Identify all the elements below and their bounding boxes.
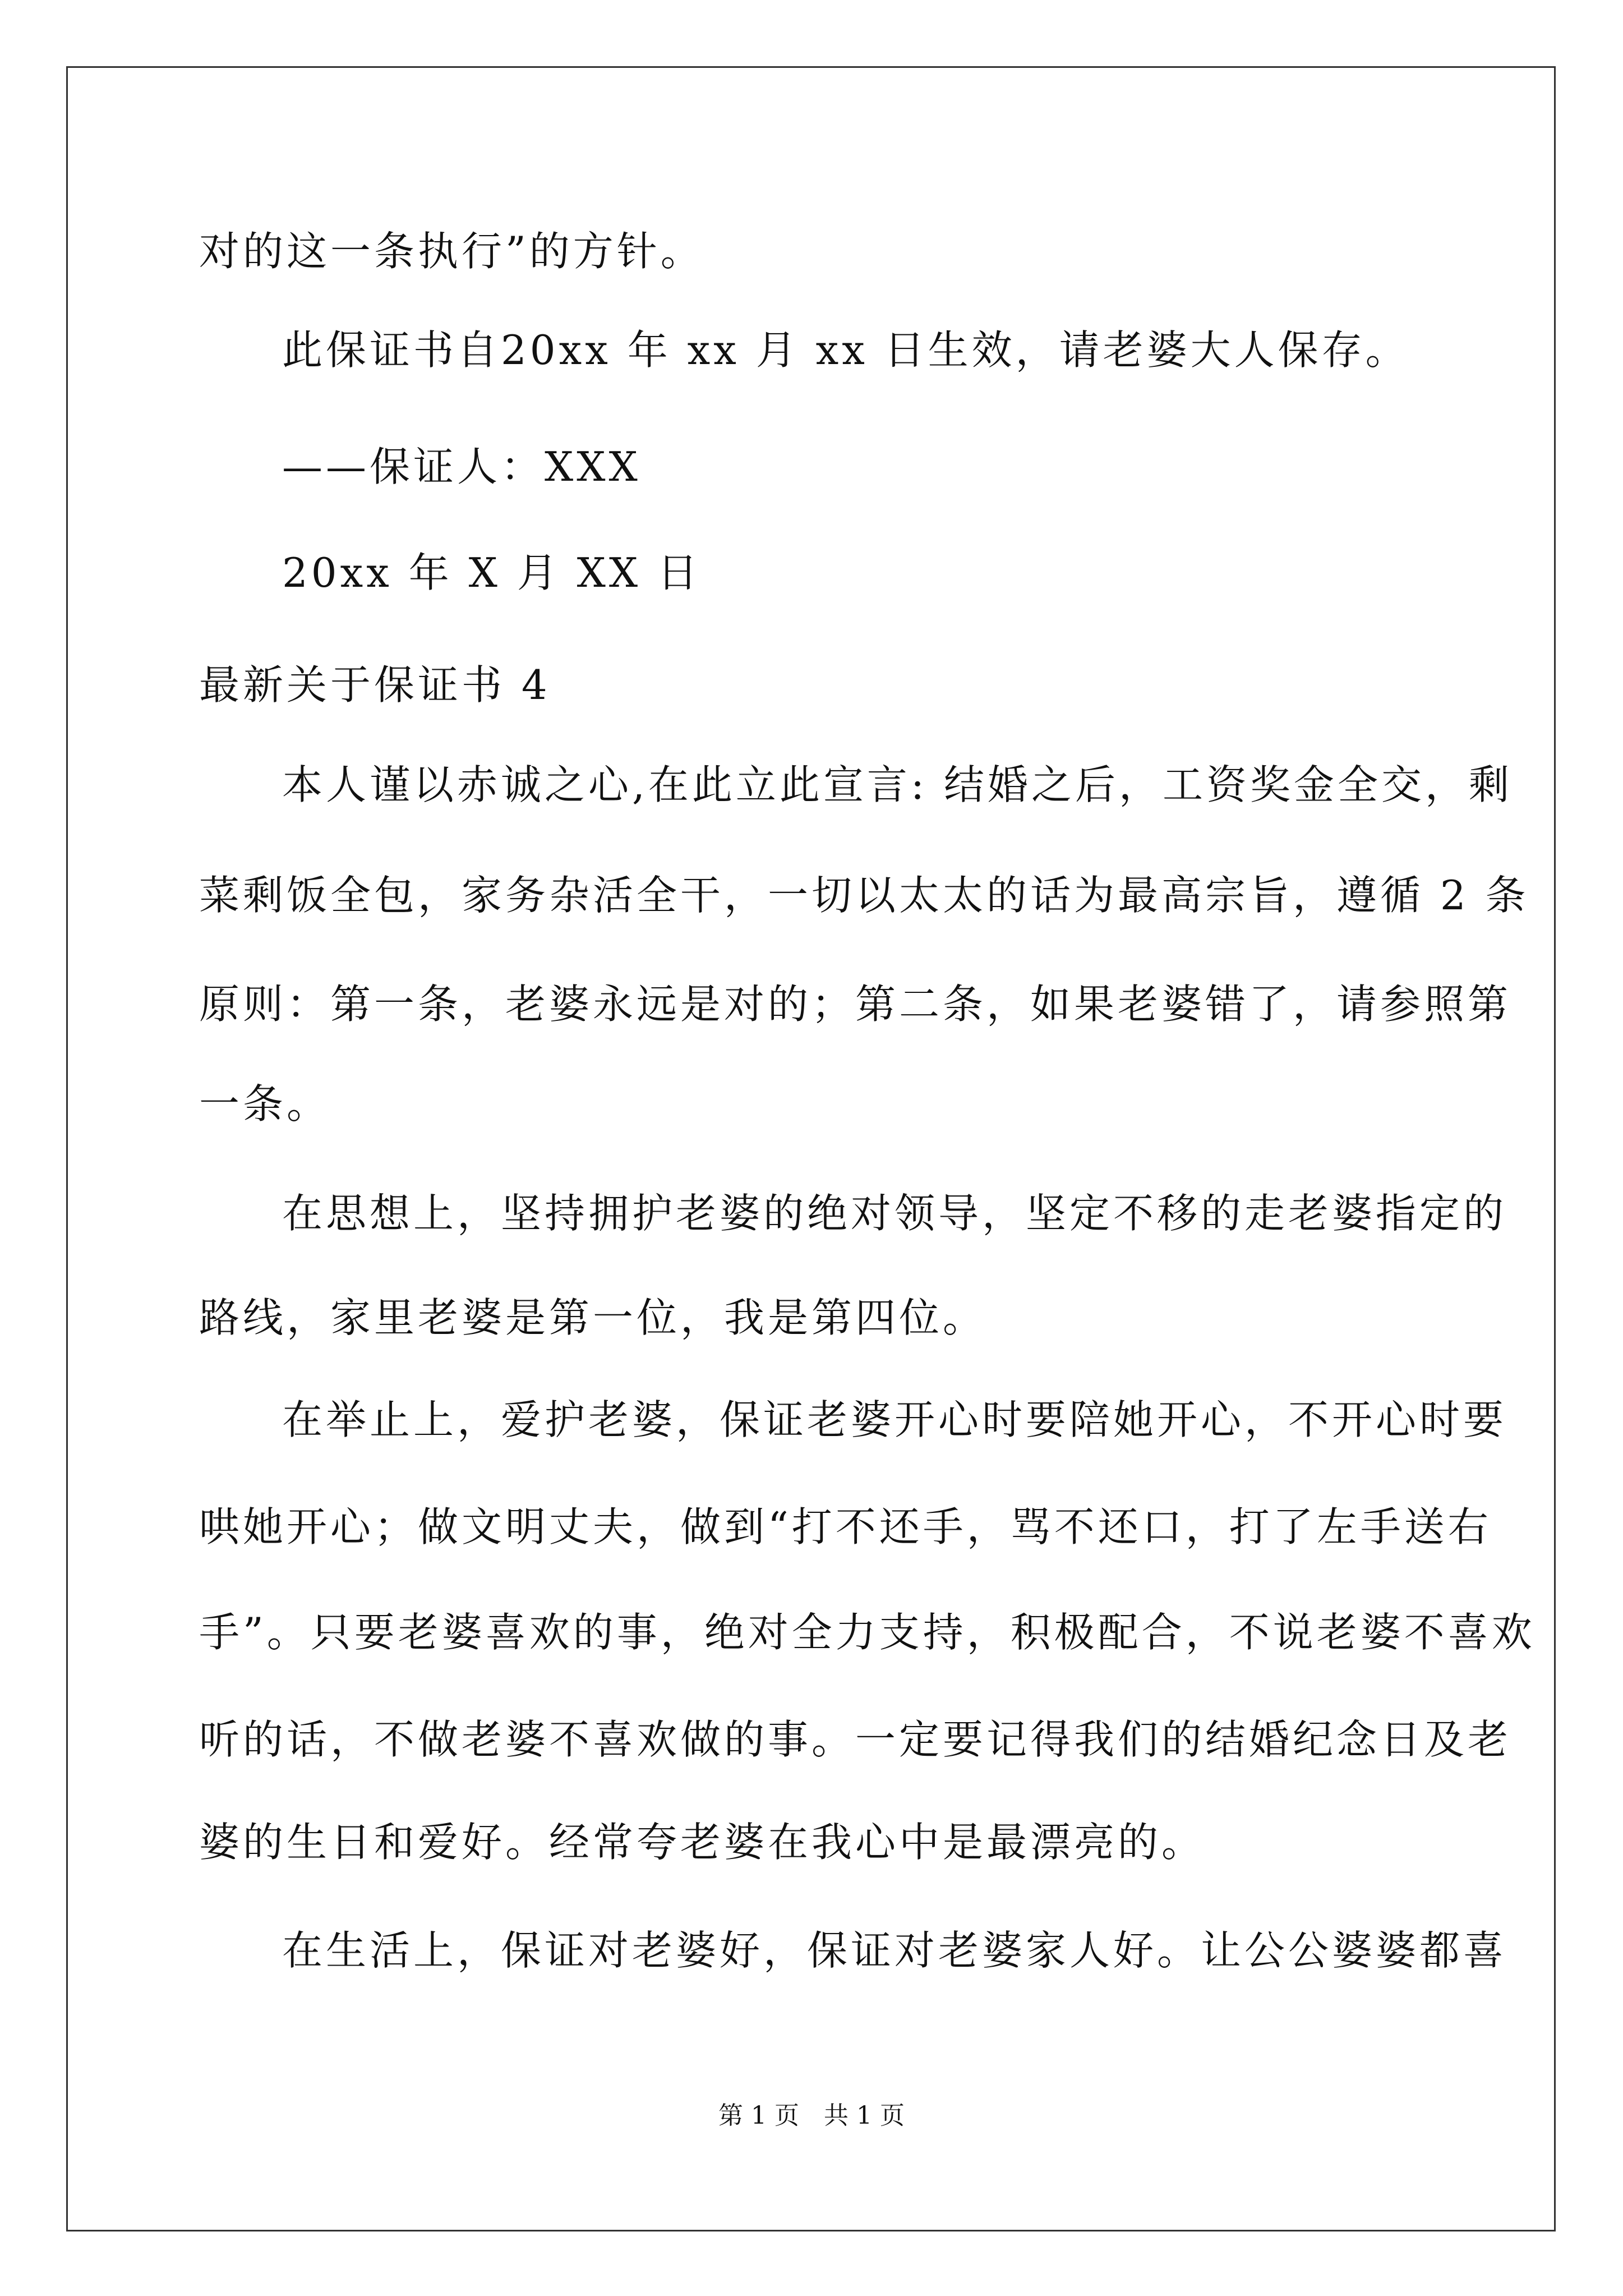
text-line: 在生活上，保证对老婆好，保证对老婆家人好。让公公婆婆都喜 [282,1927,1507,1974]
text-line: 在举止上，爱护老婆，保证老婆开心时要陪她开心，不开心时要 [282,1396,1507,1443]
text-line: 路线，家里老婆是第一位，我是第四位。 [199,1294,987,1341]
text-line: 手”。只要老婆喜欢的事，绝对全力支持，积极配合，不说老婆不喜欢 [199,1609,1536,1656]
text-line: 听的话，不做老婆不喜欢做的事。一定要记得我们的结婚纪念日及老 [199,1716,1512,1763]
text-line: 哄她开心；做文明丈夫，做到“打不还手，骂不还口，打了左手送右 [199,1503,1492,1550]
section-heading: 最新关于保证书 4 [199,661,551,708]
text-line: 原则：第一条，老婆永远是对的；第二条，如果老婆错了，请参照第 [199,981,1512,1028]
signature-line: ——保证人：XXX [282,443,641,490]
text-line: 此保证书自20xx 年 xx 月 xx 日生效，请老婆大人保存。 [282,326,1409,374]
text-line: 本人谨以赤诚之心,在此立此宣言: 结婚之后，工资奖金全交，剩 [282,761,1513,808]
text-line: 婆的生日和爱好。经常夸老婆在我心中是最漂亮的。 [199,1819,1206,1866]
text-line: 在思想上，坚持拥护老婆的绝对领导，坚定不移的走老婆指定的 [282,1190,1507,1237]
text-line: 对的这一条执行”的方针。 [199,228,704,275]
text-line: 一条。 [199,1080,331,1128]
text-line: 菜剩饭全包，家务杂活全干，一切以太太的话为最高宗旨，遵循 2 条 [199,872,1529,919]
date-line: 20xx 年 X 月 XX 日 [282,549,702,596]
page-border [66,66,1556,2231]
page-footer: 第 1 页 共 1 页 [718,2101,905,2130]
